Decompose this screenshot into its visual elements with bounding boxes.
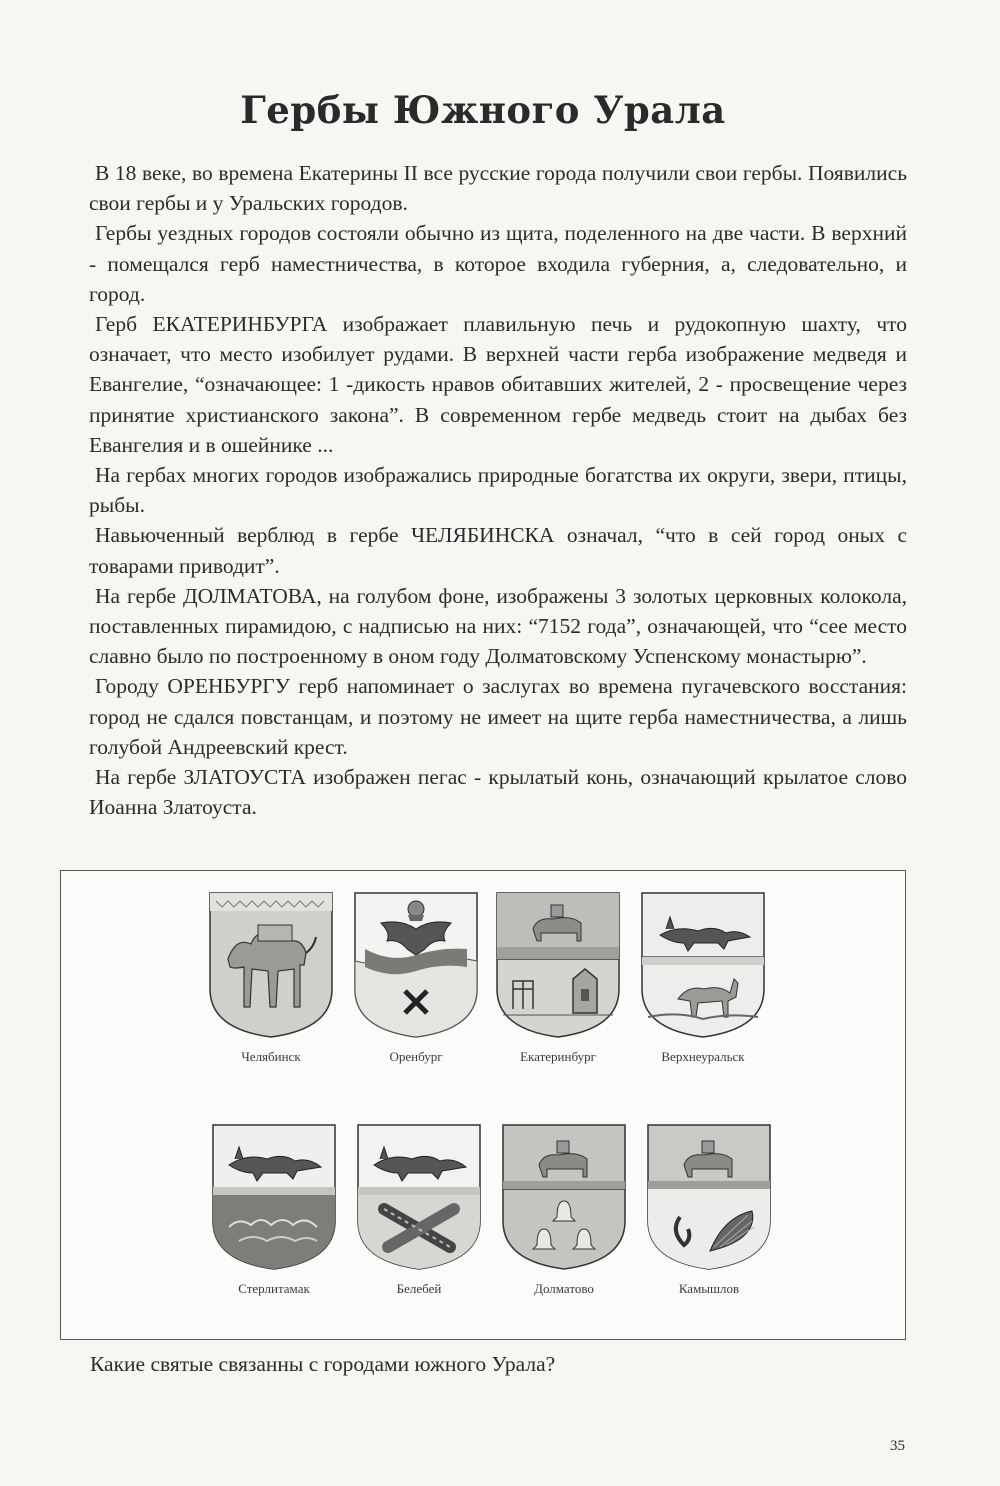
coats-of-arms-figure (60, 870, 906, 1340)
chelyabinsk-crest-image (206, 889, 336, 1039)
question-text: Какие святые связанны с городами южного Урала? (90, 1352, 556, 1376)
paragraph: В 18 веке, во времена Екатерины II все русские города получили свои гербы. Появились свои гербы и у Уральских городов. (89, 161, 907, 216)
page-title: Гербы Южного Урала (240, 88, 726, 132)
crest-kamyshlov (644, 1121, 774, 1297)
crest-verkhneuralsk (638, 889, 768, 1065)
crest-caption: Челябинск (241, 1049, 301, 1064)
article-body (89, 158, 907, 822)
paragraph: На гербе ДОЛМАТОВА, на голубом фоне, изображены 3 золотых церковных колокола, поставленных пирамидою, с надписью на них: “7152 года”, означающей, что “сее место славно было по построенному в оном году Долматовскому Успенскому монастырю”. (89, 583, 907, 669)
verkhneuralsk-crest-image (638, 889, 768, 1039)
crest-caption: Верхнеуральск (661, 1049, 745, 1064)
kamyshlov-crest-image (644, 1121, 774, 1271)
paragraph: Герб ЕКАТЕРИНБУРГА изображает плавильную печь и рудокопную шахту, что означает, что место изобилует рудами. В верхней части герба изображение медведя и Евангелие, “означающее: 1 -дикость нравов обитавших жителей, 2 - просвещение через принятие христианского закона”. В современном гербе медведь стоит на дыбах без Евангелия и в ошейнике ... (89, 312, 907, 457)
paragraph: Навьюченный верблюд в гербе ЧЕЛЯБИНСКА означал, “что в сей город оных с товарами приводит”. (89, 523, 907, 578)
crest-sterlitamak (209, 1121, 339, 1297)
crest-caption: Долматово (534, 1281, 594, 1296)
page-number: 35 (890, 1438, 905, 1454)
crest-chelyabinsk (206, 889, 336, 1065)
crest-caption: Стерлитамак (238, 1281, 310, 1296)
ekaterinburg-crest-image (493, 889, 623, 1039)
sterlitamak-crest-image (209, 1121, 339, 1271)
paragraph: На гербе ЗЛАТОУСТА изображен пегас - крылатый конь, означающий крылатое слово Иоанна Златоуста. (89, 765, 907, 820)
orenburg-crest-image (351, 889, 481, 1039)
crest-caption: Екатеринбург (520, 1049, 596, 1064)
crest-dolmatovo (499, 1121, 629, 1297)
dolmatovo-crest-image (499, 1121, 629, 1271)
belebey-crest-image (354, 1121, 484, 1271)
crest-caption: Белебей (396, 1281, 442, 1296)
crest-caption: Камышлов (678, 1281, 740, 1296)
paragraph: На гербах многих городов изображались природные богатства их округи, звери, птицы, рыбы. (89, 463, 907, 518)
crest-orenburg (351, 889, 481, 1065)
crest-belebey (354, 1121, 484, 1297)
crest-ekaterinburg (493, 889, 623, 1065)
paragraph: Городу ОРЕНБУРГУ герб напоминает о заслугах во времена пугачевского восстания: город не сдался повстанцам, и поэтому не имеет на щите герба наместничества, а лишь голубой Андреевский крест. (89, 674, 907, 759)
paragraph: Гербы уездных городов состояли обычно из щита, поделенного на две части. В верхний - помещался герб наместничества, в которое входила губерния, а, следовательно, и город. (89, 221, 907, 306)
crest-caption: Оренбург (389, 1049, 443, 1064)
